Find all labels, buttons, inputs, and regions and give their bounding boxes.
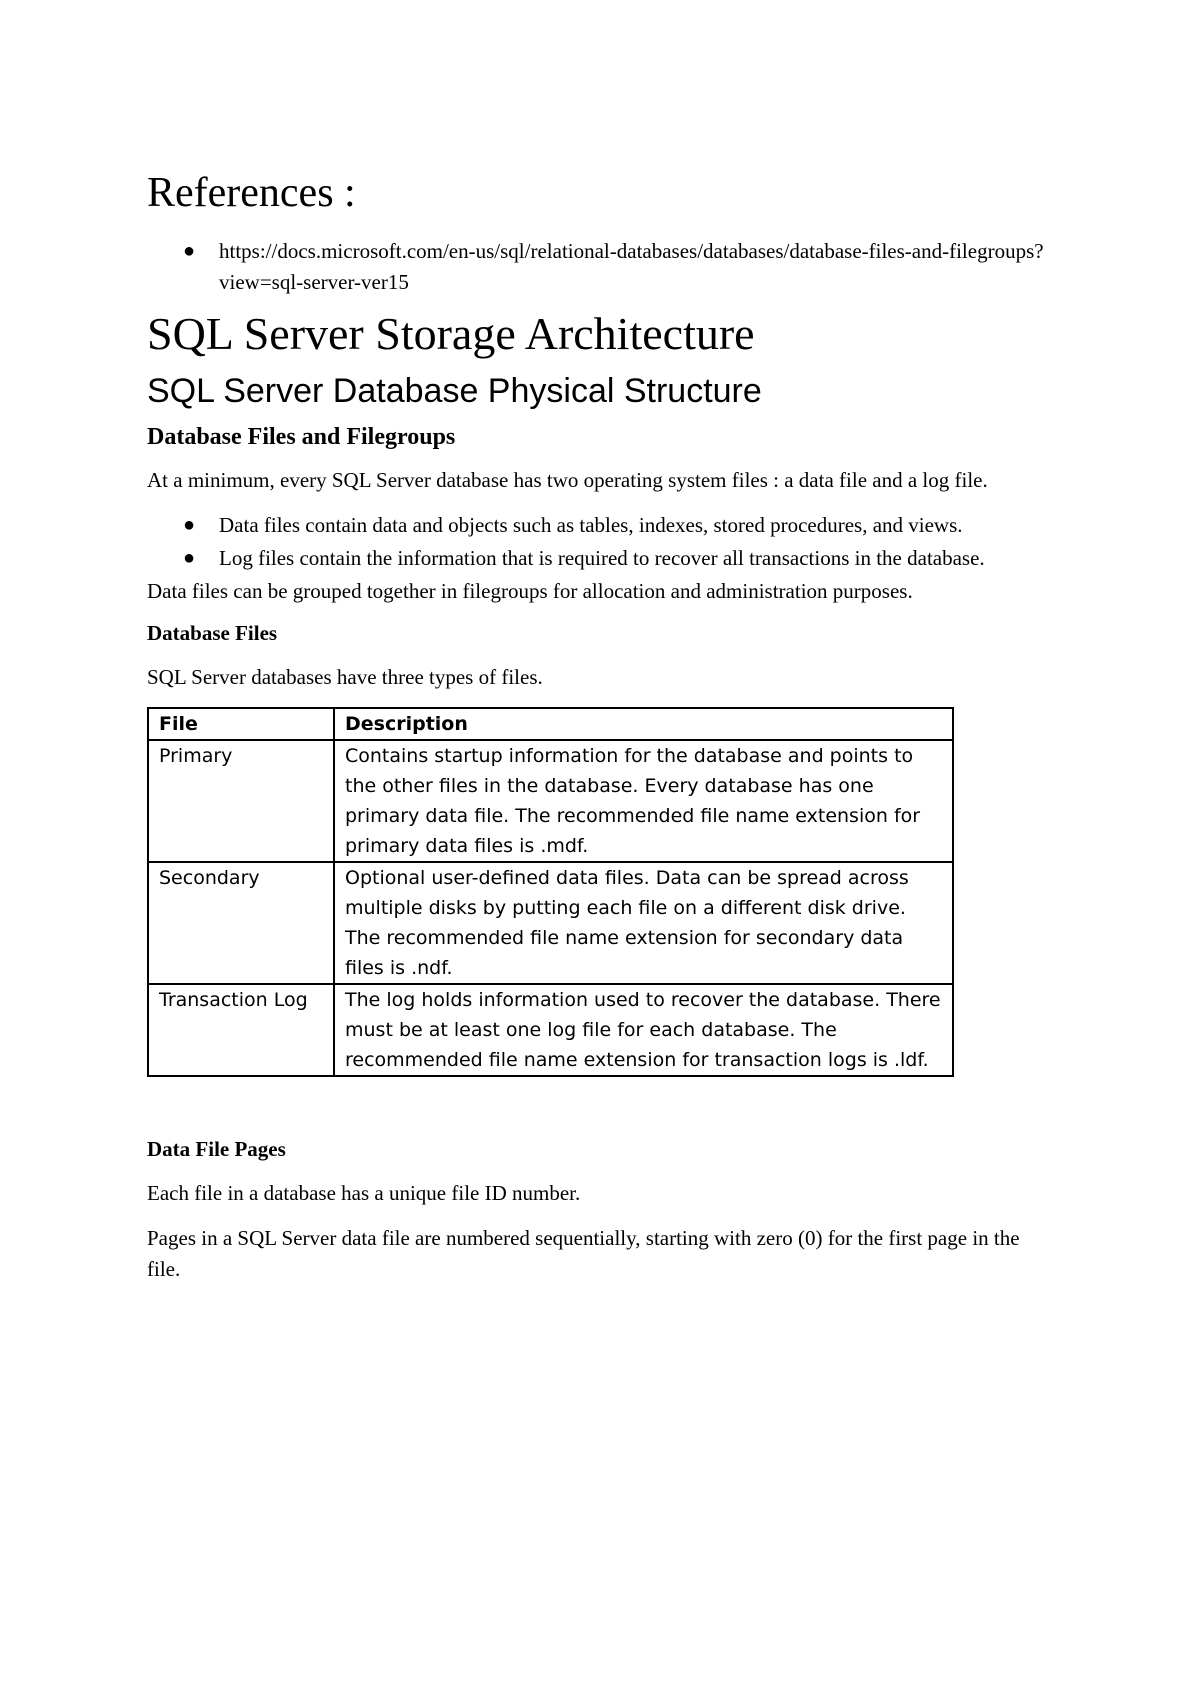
cell-description: Contains startup information for the database and points to the other files in the database. Every database has one primary data file. The recommended file name extension for primary data files is .mdf. bbox=[334, 740, 953, 862]
data-file-pages-para1: Each file in a database has a unique file ID number. bbox=[147, 1180, 581, 1205]
table-row bbox=[148, 862, 953, 984]
file-types-table bbox=[147, 707, 954, 1077]
data-file-pages-para2: Pages in a SQL Server data file are numbered sequentially, starting with zero (0) for the first page in the file. bbox=[147, 1225, 1020, 1281]
document-page bbox=[147, 170, 1052, 1299]
table-header-row bbox=[148, 708, 953, 740]
list-item-text: Log files contain the information that is required to recover all transactions in the database. bbox=[219, 545, 985, 570]
column-header-description: Description bbox=[334, 708, 953, 740]
bullet-icon: ● bbox=[183, 546, 196, 569]
bullet-icon: ● bbox=[183, 240, 196, 263]
section-heading-files-filegroups: Database Files and Filegroups bbox=[147, 423, 456, 450]
list-item bbox=[183, 510, 1052, 541]
section-heading-data-file-pages: Data File Pages bbox=[147, 1136, 286, 1161]
column-header-file: File bbox=[148, 708, 334, 740]
page-subtitle: SQL Server Database Physical Structure bbox=[147, 372, 762, 411]
references-heading: References : bbox=[147, 170, 356, 216]
files-bullet-list bbox=[147, 510, 1052, 574]
reference-link[interactable]: https://docs.microsoft.com/en-us/sql/relational-databases/databases/database-files-and-filegroups?view=sql-server-ver15 bbox=[219, 239, 1044, 295]
reference-item bbox=[183, 236, 1052, 298]
cell-file: Secondary bbox=[148, 862, 334, 984]
files-filegroups-outro: Data files can be grouped together in filegroups for allocation and administration purposes. bbox=[147, 578, 913, 603]
list-item-text: Data files contain data and objects such as tables, indexes, stored procedures, and views. bbox=[219, 512, 963, 537]
references-list bbox=[147, 236, 1052, 298]
cell-description: Optional user-defined data files. Data can be spread across multiple disks by putting each file on a different disk drive. The recommended file name extension for secondary data files is .ndf. bbox=[334, 862, 953, 984]
page-title: SQL Server Storage Architecture bbox=[147, 308, 755, 360]
cell-description: The log holds information used to recover the database. There must be at least one log file for each database. The recommended file name extension for transaction logs is .ldf. bbox=[334, 984, 953, 1076]
files-filegroups-intro: At a minimum, every SQL Server database has two operating system files : a data file and a log file. bbox=[147, 467, 988, 492]
bullet-icon: ● bbox=[183, 513, 196, 536]
table-row bbox=[148, 984, 953, 1076]
cell-file: Transaction Log bbox=[148, 984, 334, 1076]
cell-file: Primary bbox=[148, 740, 334, 862]
list-item bbox=[183, 543, 1052, 574]
database-files-intro: SQL Server databases have three types of files. bbox=[147, 664, 543, 689]
table-row bbox=[148, 740, 953, 862]
section-heading-database-files: Database Files bbox=[147, 620, 278, 645]
